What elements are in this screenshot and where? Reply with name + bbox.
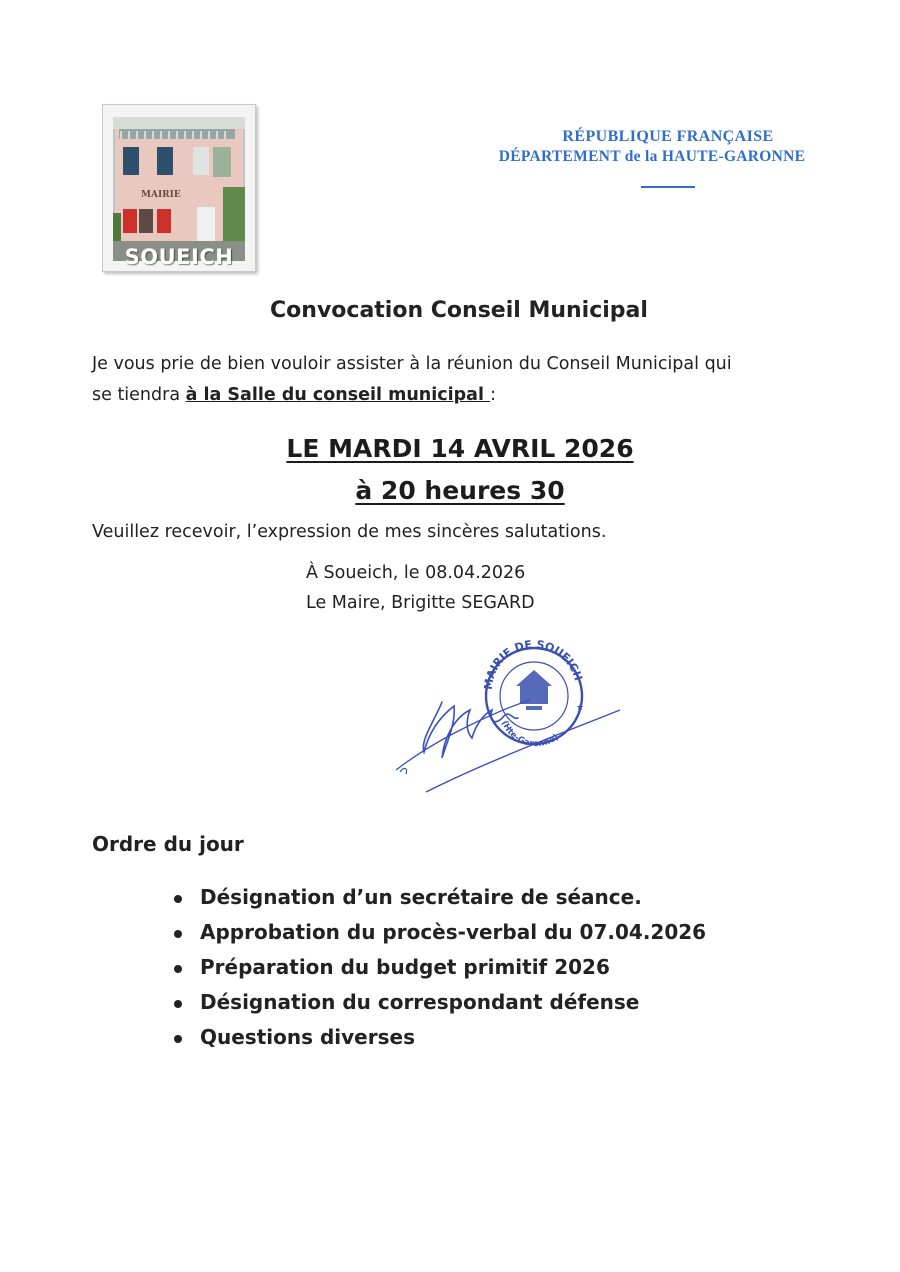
agenda-item-text: Approbation du procès-verbal du 07.04.2026	[200, 920, 707, 944]
intro-suffix: :	[490, 385, 496, 405]
header-block	[440, 128, 864, 188]
agenda-item-text: Désignation du correspondant défense	[200, 990, 640, 1014]
mairie-sign-text: MAIRIE	[141, 190, 181, 200]
stamp-bottom-text	[499, 719, 561, 749]
mayor-name: Le Maire, Brigitte SEGARD	[306, 593, 535, 613]
agenda-item	[168, 880, 706, 915]
intro-line-2	[92, 380, 832, 411]
stamp-bottom-textpath: (Hte-Garonne)	[499, 719, 561, 750]
meeting-place: à la Salle du conseil municipal	[185, 385, 491, 405]
intro-paragraph	[92, 349, 832, 411]
agenda-item-text: Désignation d’un secrétaire de séance.	[200, 885, 642, 909]
stamp-and-signature	[380, 640, 630, 800]
intro-prefix: se tiendra	[92, 385, 186, 405]
page-title: Convocation Conseil Municipal	[270, 298, 648, 323]
agenda-item-text: Préparation du budget primitif 2026	[200, 955, 610, 979]
header-divider	[641, 186, 695, 188]
bullet-icon	[174, 965, 182, 973]
agenda-list	[168, 880, 706, 1055]
mairie-building-photo	[113, 117, 245, 261]
meeting-time: à 20 heures 30	[355, 476, 565, 505]
bullet-icon	[174, 1035, 182, 1043]
bullet-icon	[174, 930, 182, 938]
agenda-item	[168, 915, 706, 950]
intro-line-1: Je vous prie de bien vouloir assister à la réunion du Conseil Municipal qui	[92, 354, 732, 374]
bullet-icon	[174, 895, 182, 903]
bullet-icon	[174, 1000, 182, 1008]
logo-caption: SOUEICH	[124, 245, 234, 269]
meeting-date: LE MARDI 14 AVRIL 2026	[286, 434, 634, 463]
mairie-photo-logo	[102, 104, 256, 272]
agenda-item	[168, 1020, 706, 1055]
agenda-item-text: Questions diverses	[200, 1025, 415, 1049]
agenda-item	[168, 950, 706, 985]
place-and-date: À Soueich, le 08.04.2026	[306, 563, 526, 583]
official-stamp-seal	[380, 640, 630, 800]
svg-text:★: ★	[576, 703, 585, 713]
closing-salutation: Veuillez recevoir, l’expression de mes sincères salutations.	[92, 522, 607, 542]
agenda-item	[168, 985, 706, 1020]
meeting-datetime	[0, 428, 900, 512]
stamp-top-textpath: MAIRIE DE SOUEICH	[481, 640, 585, 691]
agenda-title: Ordre du jour	[92, 832, 244, 856]
header-republique: RÉPUBLIQUE FRANÇAISE	[562, 128, 774, 145]
header-departement: DÉPARTEMENT de la HAUTE-GARONNE	[498, 148, 806, 165]
